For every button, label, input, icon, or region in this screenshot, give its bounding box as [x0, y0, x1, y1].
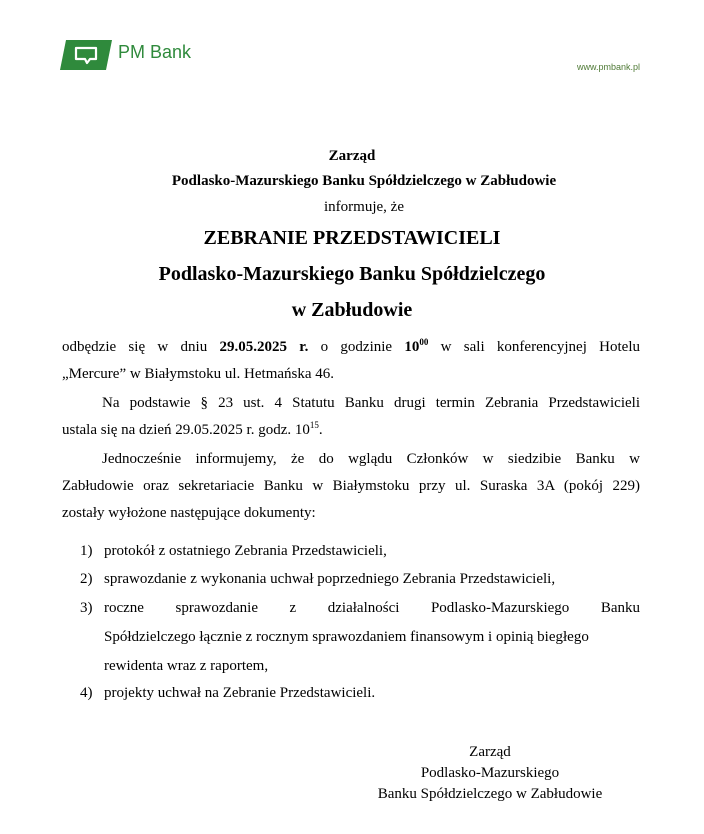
- signature-block: [340, 742, 640, 805]
- list-text: sprawozdanie z wykonania uchwał poprzedniego Zebrania Przedstawicieli,: [104, 571, 556, 587]
- list-text: projekty uchwał na Zebranie Przedstawicieli.: [104, 685, 376, 701]
- meeting-hour: 10: [404, 339, 420, 355]
- list-item: [80, 538, 664, 565]
- intro-bank-name: Podlasko-Mazurskiego Banku Spółdzielczego w Zabłudowie: [171, 173, 557, 189]
- documents-line2: Zabłudowie oraz sekretariacie Banku w Białymstoku przy ul. Suraska 3A (pokój 229): [62, 478, 640, 494]
- brand-name: PM Bank: [118, 42, 192, 62]
- signature-line2: Podlasko-Mazurskiego: [420, 765, 560, 781]
- website-url[interactable]: www.pmbank.pl: [576, 62, 640, 72]
- meeting-date: 29.05.2025 r.: [219, 339, 309, 355]
- list-text: rewidenta wraz z raportem,: [104, 658, 269, 674]
- second-term-minutes: 15: [309, 420, 319, 430]
- list-number: 2): [80, 571, 93, 587]
- list-text: roczne sprawozdanie z działalności Podlasko-Mazurskiego Banku: [104, 600, 640, 616]
- list-number: 4): [80, 685, 93, 701]
- second-term-line1: Na podstawie § 23 ust. 4 Statutu Banku drugi termin Zebrania Przedstawicieli: [102, 395, 640, 411]
- list-number: 1): [80, 543, 93, 559]
- intro-informs: informuje, że: [324, 199, 404, 215]
- meeting-minutes: 00: [419, 337, 429, 347]
- signature-line3: Banku Spółdzielczego w Zabłudowie: [377, 786, 603, 802]
- text: odbędzie się w dniu: [62, 339, 220, 355]
- title-meeting: ZEBRANIE PRZEDSTAWICIELI: [203, 227, 501, 249]
- list-text: Spółdzielczego łącznie z rocznym sprawozdaniem finansowym i opinią biegłego: [104, 629, 589, 645]
- text: .: [318, 422, 323, 438]
- documents-line1: Jednocześnie informujemy, że do wglądu Członków w siedzibie Banku w: [102, 451, 640, 467]
- list-item: [80, 566, 664, 593]
- list-item: [80, 594, 664, 681]
- list-text: protokół z ostatniego Zebrania Przedstawicieli,: [104, 543, 387, 559]
- list-number: 3): [80, 600, 93, 616]
- text: w sali konferencyjnej Hotelu: [428, 339, 641, 355]
- paragraph-documents: [62, 446, 640, 527]
- second-term-line2: ustala się na dzień 29.05.2025 r. godz. 10: [62, 422, 310, 438]
- list-item: [80, 680, 664, 707]
- pm-bank-logo-icon: [60, 38, 112, 72]
- meeting-venue: „Mercure” w Białymstoku ul. Hetmańska 46.: [62, 366, 335, 382]
- documents-line3: zostały wyłożone następujące dokumenty:: [62, 505, 316, 521]
- letterhead: [0, 0, 704, 80]
- paragraph-second-term: [62, 390, 640, 444]
- title-bank: Podlasko-Mazurskiego Banku Spółdzielczego: [158, 263, 546, 285]
- signature-board: Zarząd: [469, 744, 511, 760]
- intro-board: Zarząd: [328, 148, 376, 164]
- title-location: w Zabłudowie: [291, 299, 413, 321]
- paragraph-meeting-date: [62, 334, 640, 388]
- text: o godzinie: [308, 339, 405, 355]
